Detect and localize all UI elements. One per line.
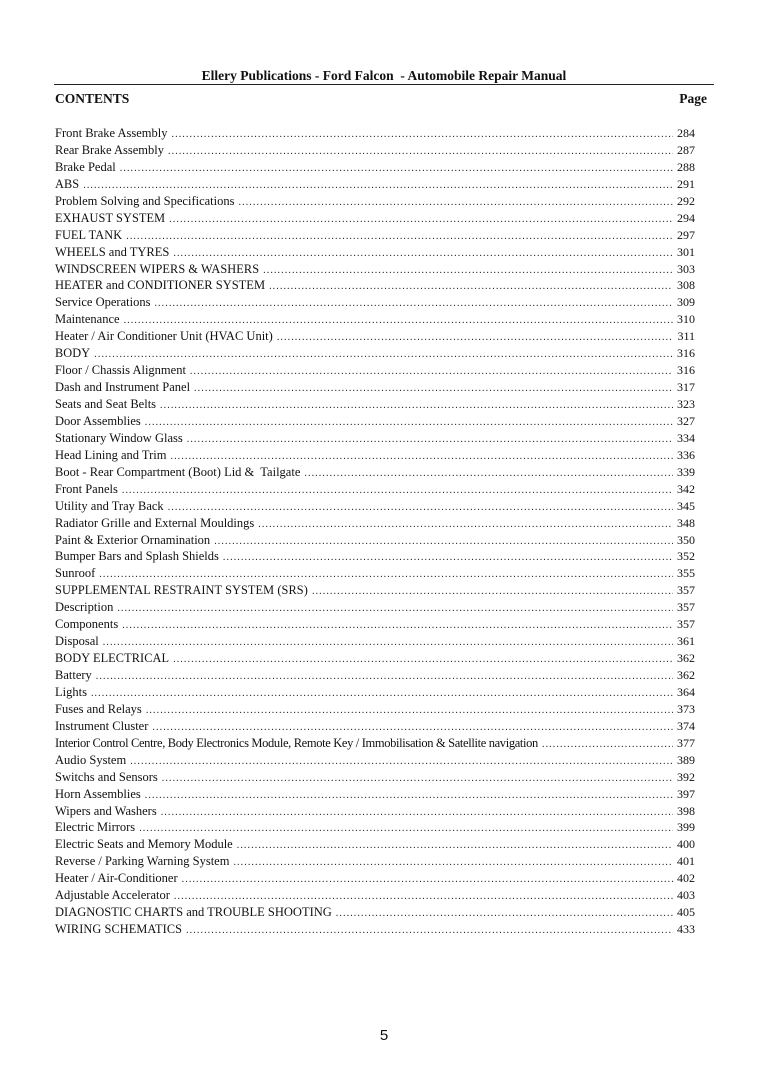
toc-entry-title: Utility and Tray Back (55, 498, 164, 513)
dot-leader (146, 703, 673, 720)
toc-entry-page-number: 361 (677, 634, 695, 649)
toc-entry-title: Switchs and Sensors (55, 769, 158, 784)
toc-entry-page-number: 392 (677, 769, 695, 784)
toc-entry-page-number: 310 (677, 312, 695, 327)
toc-entry (55, 616, 695, 633)
toc-entry-page-number: 309 (677, 295, 695, 310)
toc-entry-title: Components (55, 617, 119, 632)
dot-leader (258, 517, 673, 534)
toc-entry (55, 176, 695, 193)
dot-leader (233, 855, 673, 872)
toc-entry-page-number: 301 (677, 244, 695, 259)
toc-entry-page-number: 339 (677, 464, 695, 479)
header-rule (54, 84, 714, 85)
toc-entry (55, 277, 695, 294)
toc-entry-title: Interior Control Centre, Body Electronics Module, Remote Key / Immobilisation & Satellite navigation (55, 735, 538, 750)
toc-entry (55, 244, 695, 261)
toc-entry-title: Maintenance (55, 312, 120, 327)
toc-entry-title: WHEELS and TYRES (55, 244, 170, 259)
toc-entry-title: Radiator Grille and External Mouldings (55, 515, 255, 530)
dot-leader (169, 212, 673, 229)
dot-leader (269, 279, 673, 296)
toc-entry (55, 311, 695, 328)
toc-entry (55, 667, 695, 684)
toc-entry (55, 803, 695, 820)
toc-entry (55, 515, 695, 532)
toc-entry-page-number: 357 (677, 617, 695, 632)
page-number: 5 (379, 1027, 389, 1044)
dot-leader (277, 330, 673, 347)
toc-entry-page-number: 397 (677, 786, 695, 801)
toc-entry-page-number: 400 (677, 837, 695, 852)
toc-entry-title: Electric Seats and Memory Module (55, 837, 233, 852)
toc-entry-title: DIAGNOSTIC CHARTS and TROUBLE SHOOTING (55, 905, 332, 920)
dot-leader (237, 838, 673, 855)
toc-entry-title: Front Panels (55, 481, 118, 496)
dot-leader (336, 906, 673, 923)
toc-entry-page-number: 334 (677, 430, 695, 445)
contents-heading: CONTENTS (55, 91, 130, 106)
toc-entry-page-number: 317 (677, 380, 695, 395)
dot-leader (263, 263, 673, 280)
toc-entry (55, 481, 695, 498)
toc-entry-page-number: 291 (677, 176, 695, 191)
toc-entry (55, 294, 695, 311)
toc-entry (55, 159, 695, 176)
toc-entry-title: Wipers and Washers (55, 803, 157, 818)
toc-entry-page-number: 336 (677, 447, 695, 462)
toc-entry-title: SUPPLEMENTAL RESTRAINT SYSTEM (SRS) (55, 583, 308, 598)
dot-leader (187, 432, 673, 449)
toc-entry-title: Battery (55, 668, 92, 682)
toc-entry-page-number: 355 (677, 566, 695, 581)
toc-entry-page-number: 357 (677, 583, 695, 598)
toc-entry-page-number: 311 (677, 329, 695, 344)
toc-entry-title: Paint & Exterior Ornamination (55, 532, 211, 547)
dot-leader (122, 618, 673, 635)
toc-entry (55, 769, 695, 786)
toc-entry (55, 261, 695, 278)
toc-entry (55, 345, 695, 362)
toc-entry-title: Reverse / Parking Warning System (55, 854, 230, 869)
toc-entry-title: Audio System (55, 752, 127, 767)
dot-leader (160, 398, 673, 415)
table-of-contents (55, 125, 695, 938)
toc-entry (55, 379, 695, 396)
toc-entry-page-number: 287 (677, 142, 695, 157)
toc-entry-title: Brake Pedal (55, 159, 116, 174)
dot-leader (145, 415, 673, 432)
toc-entry-title: WINDSCREEN WIPERS & WASHERS (55, 261, 260, 276)
toc-entry-page-number: 323 (677, 397, 695, 411)
toc-entry-title: Bumper Bars and Splash Shields (55, 549, 219, 564)
dot-leader (161, 805, 673, 822)
toc-entry (55, 752, 695, 769)
toc-entry-page-number: 292 (677, 193, 695, 208)
toc-entry (55, 633, 695, 650)
toc-entry (55, 125, 695, 142)
toc-entry (55, 887, 695, 904)
toc-entry-title: Adjustable Accelerator (55, 888, 170, 903)
toc-entry (55, 430, 695, 447)
toc-entry (55, 532, 695, 549)
dot-leader (312, 584, 673, 601)
dot-leader (186, 923, 673, 940)
dot-leader (96, 669, 673, 686)
dot-leader (304, 466, 673, 483)
toc-entry-title: Description (55, 600, 114, 615)
dot-leader (239, 195, 674, 212)
dot-leader (172, 127, 674, 144)
dot-leader (173, 652, 673, 669)
toc-entry-page-number: 288 (677, 159, 695, 174)
toc-entry-page-number: 398 (677, 803, 695, 818)
toc-entry-page-number: 316 (677, 346, 695, 361)
dot-leader (145, 788, 673, 805)
toc-entry-page-number: 362 (677, 651, 695, 666)
dot-leader (162, 771, 673, 788)
toc-entry (55, 464, 695, 481)
toc-entry-page-number: 316 (677, 363, 695, 378)
toc-entry-title: Instrument Cluster (55, 718, 149, 733)
toc-entry (55, 413, 695, 430)
toc-entry-page-number: 405 (677, 905, 695, 920)
toc-entry (55, 548, 695, 565)
dot-leader (190, 364, 673, 381)
toc-entry-title: Service Operations (55, 295, 151, 310)
toc-entry-page-number: 364 (677, 684, 695, 699)
dot-leader (130, 754, 673, 771)
toc-entry-page-number: 357 (677, 600, 695, 615)
dot-leader (182, 872, 673, 889)
toc-entry (55, 684, 695, 701)
toc-entry-page-number: 342 (677, 481, 695, 496)
toc-entry (55, 786, 695, 803)
toc-entry-title: WIRING SCHEMATICS (55, 922, 183, 937)
dot-leader (214, 534, 673, 551)
toc-entry-page-number: 303 (677, 261, 695, 276)
toc-entry-page-number: 352 (677, 549, 695, 564)
toc-entry (55, 210, 695, 227)
toc-entry-title: Horn Assemblies (55, 786, 141, 801)
toc-entry (55, 565, 695, 582)
toc-entry (55, 870, 695, 887)
toc-entry-title: Fuses and Relays (55, 701, 142, 716)
dot-leader (91, 686, 673, 703)
toc-entry-title: ABS (55, 176, 80, 191)
toc-entry-page-number: 389 (677, 752, 695, 767)
dot-leader (117, 601, 673, 618)
dot-leader (103, 635, 673, 652)
toc-entry-page-number: 284 (677, 126, 695, 140)
page-column-heading: Page (679, 91, 707, 106)
toc-entry-title: Boot - Rear Compartment (Boot) Lid & Tailgate (55, 464, 301, 479)
running-header: Ellery Publications - Ford Falcon - Automobile Repair Manual (201, 68, 567, 83)
toc-entry-page-number: 345 (677, 498, 695, 513)
toc-entry (55, 921, 695, 938)
dot-leader (168, 144, 673, 161)
toc-entry-page-number: 399 (677, 820, 695, 835)
toc-entry (55, 193, 695, 210)
toc-entry-title: FUEL TANK (55, 227, 123, 242)
toc-entry-page-number: 402 (677, 871, 695, 886)
toc-entry-title: Heater / Air-Conditioner (55, 871, 178, 886)
toc-entry (55, 701, 695, 718)
toc-entry-title: HEATER and CONDITIONER SYSTEM (55, 278, 266, 293)
toc-entry (55, 328, 695, 345)
toc-entry (55, 142, 695, 159)
toc-entry (55, 735, 695, 752)
toc-entry (55, 362, 695, 379)
toc-entry-title: Door Assemblies (55, 413, 141, 428)
toc-entry-title: Stationary Window Glass (55, 430, 183, 445)
toc-entry-page-number: 348 (677, 515, 695, 530)
toc-entry (55, 650, 695, 667)
dot-leader (194, 381, 673, 398)
toc-entry-title: BODY ELECTRICAL (55, 651, 170, 666)
toc-entry-title: Lights (55, 684, 87, 699)
toc-entry-page-number: 374 (677, 718, 695, 733)
dot-leader (122, 483, 673, 500)
toc-entry (55, 853, 695, 870)
toc-entry-page-number: 401 (677, 854, 695, 869)
toc-entry-title: Rear Brake Assembly (55, 142, 165, 157)
dot-leader (126, 229, 673, 246)
toc-entry-title: Heater / Air Conditioner Unit (HVAC Unit) (55, 329, 273, 344)
toc-entry (55, 498, 695, 515)
toc-entry-page-number: 308 (677, 278, 695, 293)
toc-entry-page-number: 433 (677, 922, 695, 937)
toc-entry-page-number: 362 (677, 668, 695, 682)
toc-entry (55, 718, 695, 735)
toc-entry-title: EXHAUST SYSTEM (55, 210, 166, 225)
toc-entry-title: BODY (55, 346, 91, 361)
toc-entry-page-number: 377 (677, 735, 695, 750)
dot-leader (154, 296, 673, 313)
toc-entry-title: Head Lining and Trim (55, 447, 167, 462)
toc-entry (55, 819, 695, 836)
toc-entry (55, 836, 695, 853)
toc-entry (55, 599, 695, 616)
toc-entry-title: Electric Mirrors (55, 820, 136, 835)
toc-entry-page-number: 373 (677, 701, 695, 716)
toc-entry-page-number: 294 (677, 210, 695, 225)
toc-entry-title: Seats and Seat Belts (55, 397, 157, 411)
toc-entry-title: Floor / Chassis Alignment (55, 363, 186, 378)
toc-entry (55, 904, 695, 921)
dot-leader (223, 550, 673, 567)
toc-entry (55, 227, 695, 244)
toc-entry-page-number: 297 (677, 227, 695, 242)
toc-entry (55, 582, 695, 599)
toc-entry (55, 447, 695, 464)
toc-entry-page-number: 327 (677, 413, 695, 428)
toc-entry-page-number: 403 (677, 888, 695, 903)
toc-entry-title: Front Brake Assembly (55, 126, 168, 140)
toc-entry-title: Dash and Instrument Panel (55, 380, 191, 395)
dot-leader (542, 737, 673, 754)
toc-entry (55, 396, 695, 413)
toc-entry-title: Disposal (55, 634, 99, 649)
dot-leader (120, 161, 673, 178)
toc-entry-title: Problem Solving and Specifications (55, 193, 235, 208)
toc-entry-title: Sunroof (55, 566, 96, 581)
toc-entry-page-number: 350 (677, 532, 695, 547)
